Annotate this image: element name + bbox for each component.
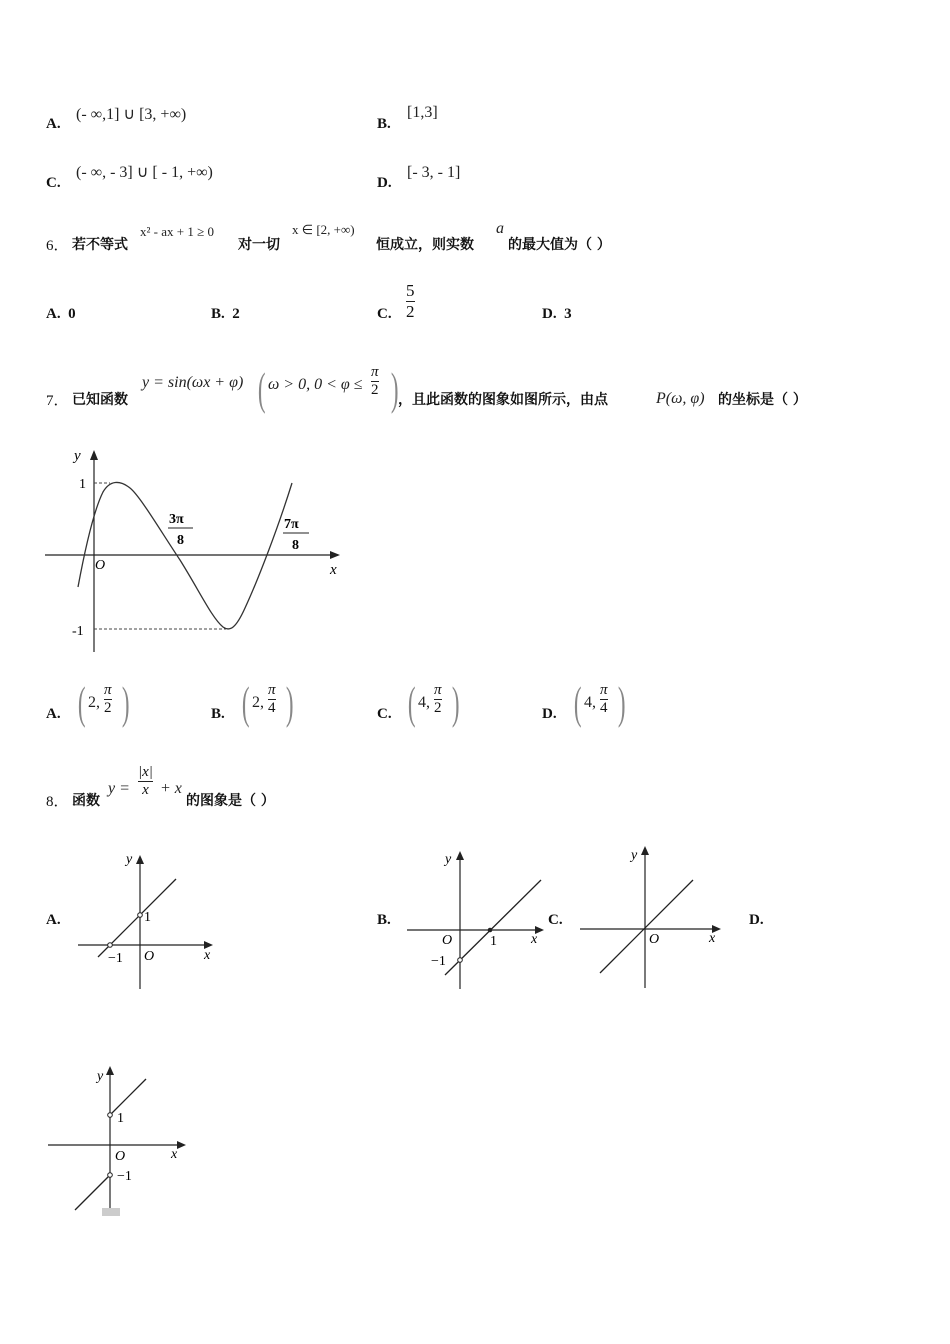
q8a-x-label: x — [204, 948, 211, 963]
q7-ytick-neg1: -1 — [72, 624, 84, 639]
q6-option-b[interactable]: B. 2 — [211, 306, 240, 322]
q8c-y-label: y — [631, 848, 638, 863]
q8d-y-arrow-icon — [106, 1066, 114, 1075]
q7-sine-curve — [78, 482, 292, 629]
q8d-line-left — [75, 1175, 110, 1210]
q8a-tick-1: 1 — [144, 910, 151, 925]
q7-option-d-fraction: π 4 — [600, 682, 608, 716]
q8-graph-b[interactable] — [405, 845, 555, 995]
q8-graph-c[interactable] — [575, 840, 725, 995]
q7-text-2: ，且此函数的图象如图所示，由点 — [398, 392, 608, 408]
q8b-y-arrow-icon — [456, 851, 464, 860]
q7-option-c-first: 4, — [418, 694, 430, 711]
q5-option-b-expr: [1,3] — [407, 104, 438, 121]
q7-option-a-label[interactable]: A. — [46, 706, 61, 722]
q7-condition: ω > 0, 0 < φ ≤ — [268, 376, 363, 393]
q7-option-b-fraction: π 4 — [268, 682, 276, 716]
q8-graph-d[interactable] — [45, 1062, 195, 1222]
q8-func-fraction: |x| x — [138, 764, 153, 798]
q7-option-b-label[interactable]: B. — [211, 706, 225, 722]
q8-func-y: y = — [108, 780, 130, 797]
q8-func-tail: + x — [160, 780, 182, 797]
q7-option-d-label[interactable]: D. — [542, 706, 557, 722]
q7-function: y = sin(ωx + φ) — [142, 374, 244, 391]
scan-mark — [102, 1208, 120, 1216]
q6-var-a: a — [496, 220, 504, 237]
q5-option-d-label[interactable]: D. — [377, 175, 392, 191]
q8-text-2: 的图象是（ ） — [186, 793, 275, 809]
q7-origin-label: O — [95, 558, 106, 573]
q7-option-a-fraction: π 2 — [104, 682, 112, 716]
q8d-y-label: y — [97, 1069, 104, 1084]
q7-option-c-fraction: π 2 — [434, 682, 442, 716]
q7-ytick-1: 1 — [79, 477, 86, 492]
q6-text-2: 对一切 — [238, 237, 280, 253]
q5-option-c-expr: (- ∞, - 3] ∪ [ - 1, +∞) — [76, 164, 213, 181]
q7-x-arrow-icon — [330, 551, 340, 559]
q8c-x-label: x — [709, 931, 716, 946]
q6-text-4: 的最大值为（ ） — [508, 237, 611, 253]
q8-text-1: 函数 — [72, 793, 100, 809]
q8c-origin: O — [649, 932, 660, 947]
q7-mark2-num: 7π — [284, 517, 299, 532]
q7-y-label: y — [74, 448, 81, 464]
q7-mark1-num: 3π — [169, 512, 184, 527]
q5-option-d-expr: [- 3, - 1] — [407, 164, 461, 181]
q7-paren-left: ( — [257, 363, 266, 414]
q7-option-c-label[interactable]: C. — [377, 706, 392, 722]
q8-option-b-label[interactable]: B. — [377, 912, 391, 928]
q7-mark1-den: 8 — [177, 533, 184, 548]
q7-paren-right: ) — [390, 363, 399, 414]
q8c-y-arrow-icon — [641, 846, 649, 855]
q7-x-label: x — [330, 562, 337, 578]
q6-option-c-fraction: 5 2 — [406, 281, 415, 321]
q6-option-c-label[interactable]: C. — [377, 306, 392, 322]
q8-graph-a[interactable] — [70, 845, 220, 995]
q7-option-a-first: 2, — [88, 694, 100, 711]
q7-mark2-den: 8 — [292, 538, 299, 553]
q8-number: 8． — [46, 794, 69, 810]
q7-sine-graph — [40, 440, 360, 655]
q7-condition-fraction: π 2 — [371, 364, 379, 398]
q7-options: A. ( 2, π 2 ) B. ( 2, π 4 ) C. ( 4, π 2 ) D. ( 4, π 4 ) — [46, 677, 626, 728]
q8c-line — [600, 880, 693, 973]
q8a-y-label: y — [126, 852, 133, 867]
q7-option-b-first: 2, — [252, 694, 264, 711]
q8-option-d-label[interactable]: D. — [749, 912, 764, 928]
q6-domain: x ∈ [2, +∞) — [292, 222, 355, 237]
q8b-tick-neg1: −1 — [431, 954, 446, 969]
q8-option-c-label[interactable]: C. — [548, 912, 563, 928]
q5-option-a-label[interactable]: A. — [46, 116, 61, 132]
q8d-line-right — [110, 1079, 146, 1115]
q6-text-3: 恒成立，则实数 — [376, 237, 474, 253]
q8b-x-label: x — [531, 932, 538, 947]
q7-option-d-first: 4, — [584, 694, 596, 711]
q8b-origin: O — [442, 933, 453, 948]
q8-option-a-label[interactable]: A. — [46, 912, 61, 928]
q5-option-b-label[interactable]: B. — [377, 116, 391, 132]
q6-inequality: x² - ax + 1 ≥ 0 — [140, 224, 214, 239]
q8d-origin: O — [115, 1149, 126, 1164]
q8d-x-arrow-icon — [177, 1141, 186, 1149]
q8b-tick-1: 1 — [490, 934, 497, 949]
q5-option-a-expr: (- ∞,1] ∪ [3, +∞) — [76, 106, 187, 123]
q7-stem — [46, 362, 906, 412]
q8d-tick-neg1: −1 — [117, 1169, 132, 1184]
q6-option-a[interactable]: A. 0 — [46, 306, 76, 322]
q8b-y-label: y — [445, 852, 452, 867]
q7-text-1: 已知函数 — [72, 392, 128, 408]
q8d-tick-1: 1 — [117, 1111, 124, 1126]
q7-text-3: 的坐标是（ ） — [718, 392, 807, 408]
q7-y-arrow-icon — [90, 450, 98, 460]
q6-text-1: 若不等式 — [72, 237, 128, 253]
q8a-y-arrow-icon — [136, 855, 144, 864]
q8a-tick-neg1: −1 — [108, 951, 123, 966]
q7-number: 7． — [46, 393, 69, 409]
q6-option-d[interactable]: D. 3 — [542, 306, 572, 322]
q7-point: P(ω, φ) — [656, 390, 705, 407]
q8d-x-label: x — [171, 1147, 178, 1162]
q6-number: 6． — [46, 238, 69, 254]
q8-stem — [46, 762, 446, 812]
q5-option-c-label[interactable]: C. — [46, 175, 61, 191]
q8a-origin: O — [144, 949, 155, 964]
